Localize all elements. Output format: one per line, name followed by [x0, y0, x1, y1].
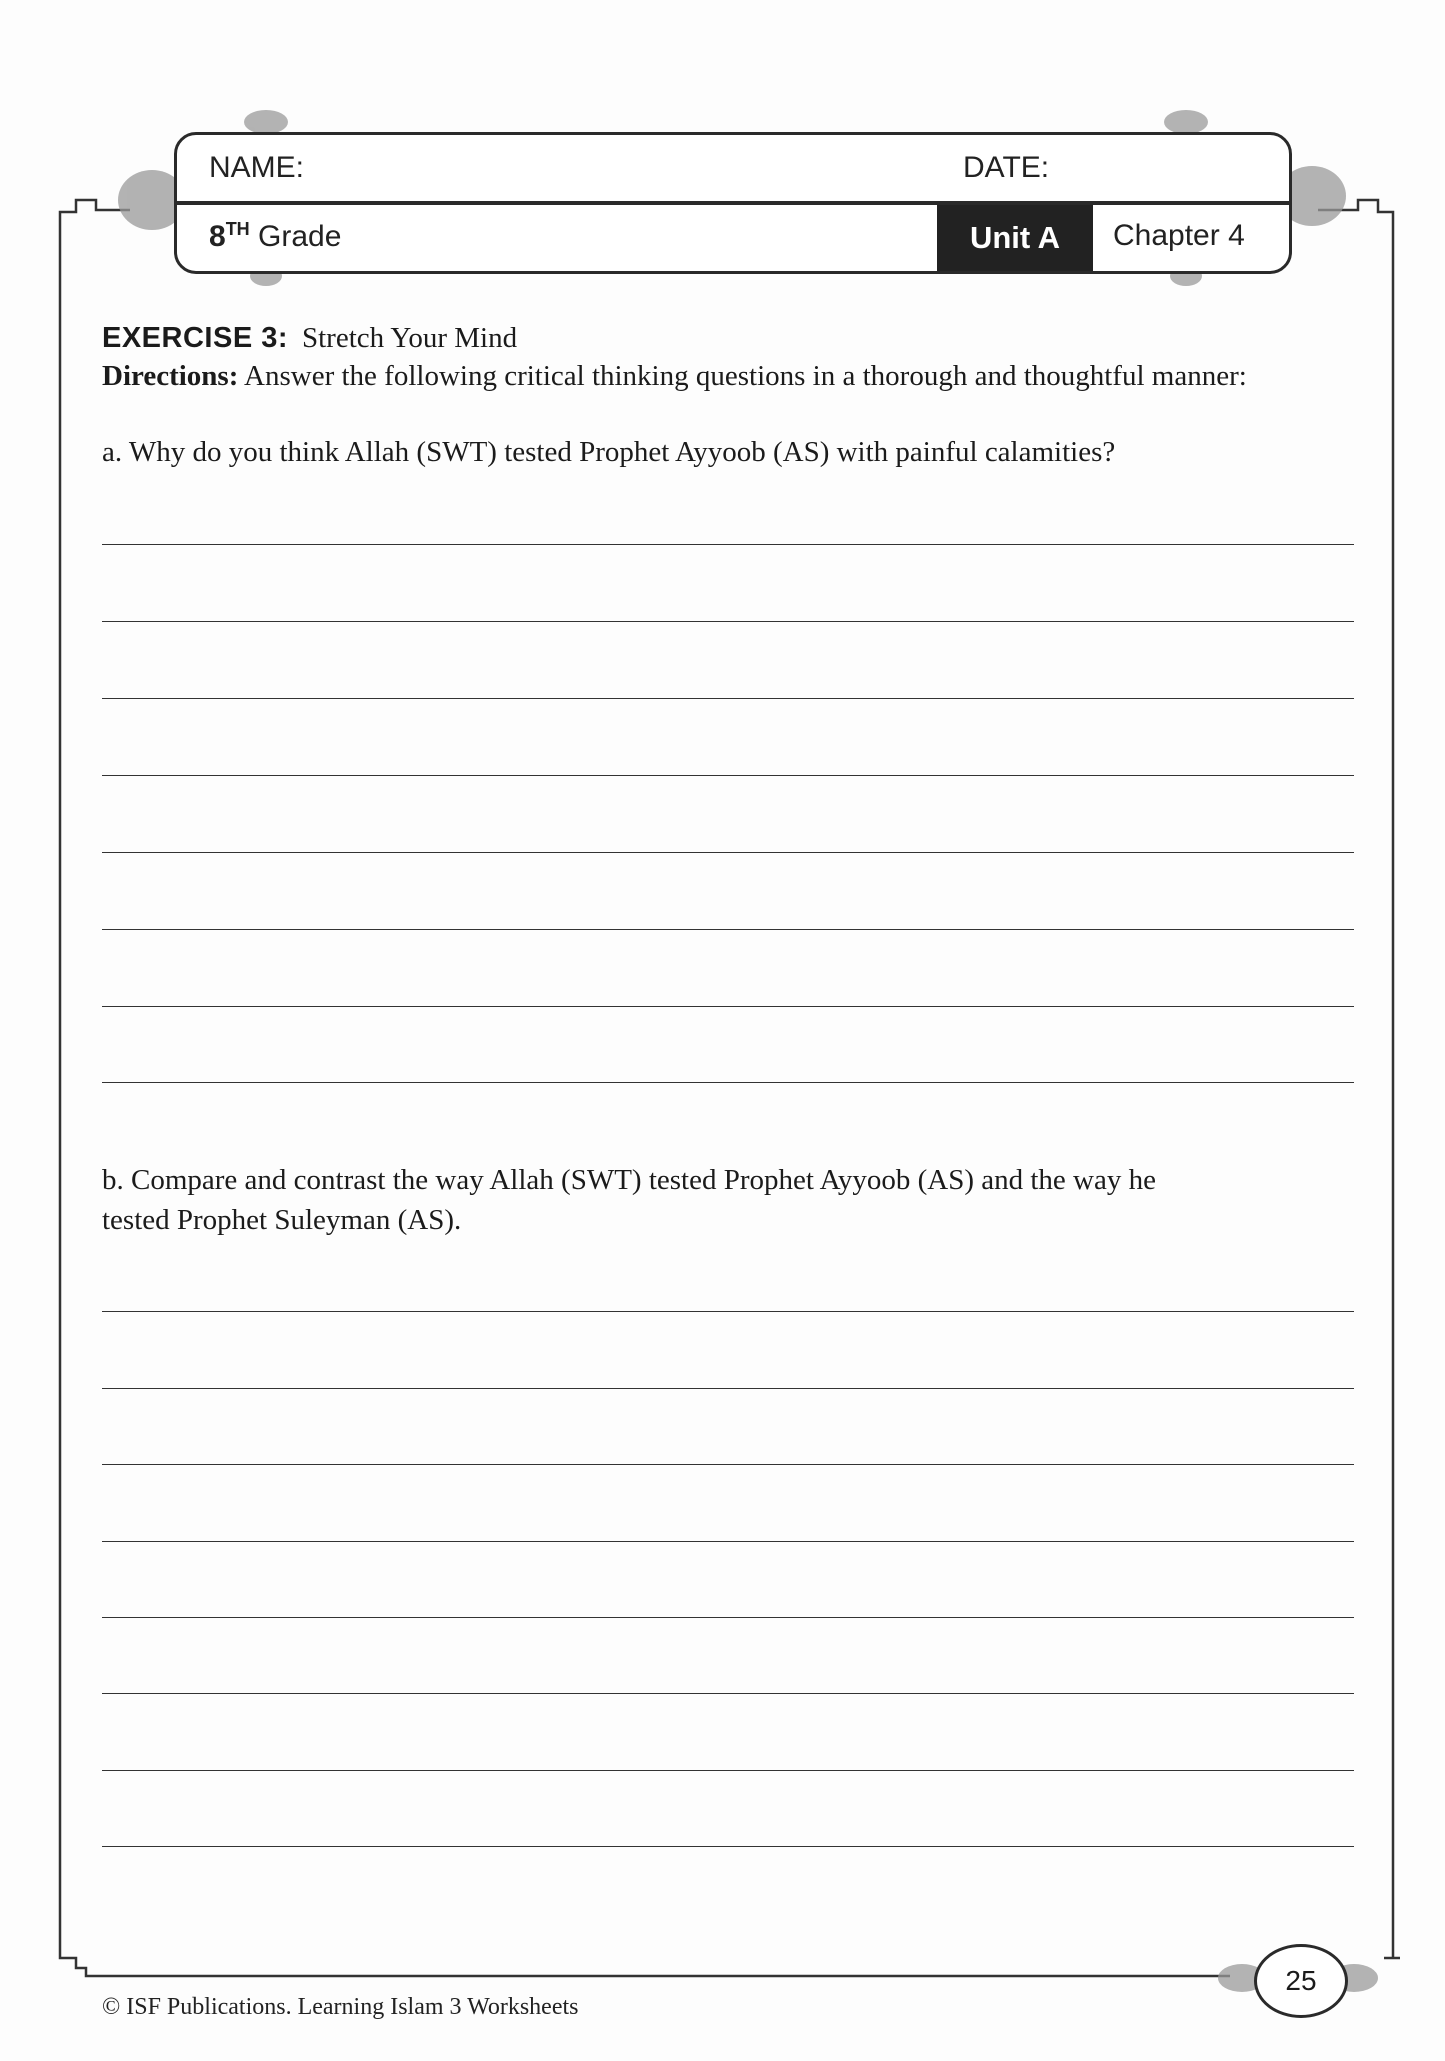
exercise-title: EXERCISE 3:: [102, 322, 288, 354]
answer-line[interactable]: [102, 698, 1354, 699]
directions-text: Answer the following critical thinking questions in a thorough and thoughtful manner:: [244, 360, 1247, 392]
question-a: a. Why do you think Allah (SWT) tested Prophet Ayyoob (AS) with painful calamities?: [102, 436, 1116, 468]
answer-line[interactable]: [102, 1006, 1354, 1007]
question-b-line2: tested Prophet Suleyman (AS).: [102, 1204, 462, 1236]
answer-line[interactable]: [102, 1617, 1354, 1618]
unit-badge: Unit A: [937, 205, 1093, 271]
answer-line[interactable]: [102, 852, 1354, 853]
grade-suffix: TH: [225, 219, 250, 239]
directions: [102, 356, 1362, 396]
answer-line[interactable]: [102, 621, 1354, 622]
exercise-heading: [102, 318, 517, 358]
answer-line[interactable]: [102, 1770, 1354, 1771]
answer-line[interactable]: [102, 929, 1354, 930]
question-b-line1: b. Compare and contrast the way Allah (SWT) tested Prophet Ayyoob (AS) and the way he: [102, 1164, 1156, 1196]
chapter-label: Chapter 4: [1113, 219, 1245, 252]
answer-line[interactable]: [102, 1693, 1354, 1694]
answer-line[interactable]: [102, 1846, 1354, 1847]
page-number: 25: [1254, 1944, 1348, 2018]
copyright-footer: © ISF Publications. Learning Islam 3 Worksheets: [102, 1994, 579, 2020]
answer-line[interactable]: [102, 775, 1354, 776]
directions-label: Directions:: [102, 360, 239, 392]
answer-line[interactable]: [102, 1082, 1354, 1083]
answer-line[interactable]: [102, 544, 1354, 545]
name-label: NAME:: [209, 151, 305, 184]
worksheet-header: [174, 132, 1292, 274]
date-label: DATE:: [963, 151, 1050, 184]
answer-line[interactable]: [102, 1388, 1354, 1389]
answer-line[interactable]: [102, 1464, 1354, 1465]
exercise-subtitle: Stretch Your Mind: [302, 322, 518, 354]
grade-number: 8: [209, 220, 226, 253]
grade-word: Grade: [258, 220, 342, 253]
question-b: [102, 1160, 1362, 1240]
grade-label: [209, 219, 341, 254]
answer-line[interactable]: [102, 1541, 1354, 1542]
answer-line[interactable]: [102, 1311, 1354, 1312]
header-row-name-date: [177, 135, 1289, 205]
header-row-grade-unit: [177, 205, 1289, 271]
